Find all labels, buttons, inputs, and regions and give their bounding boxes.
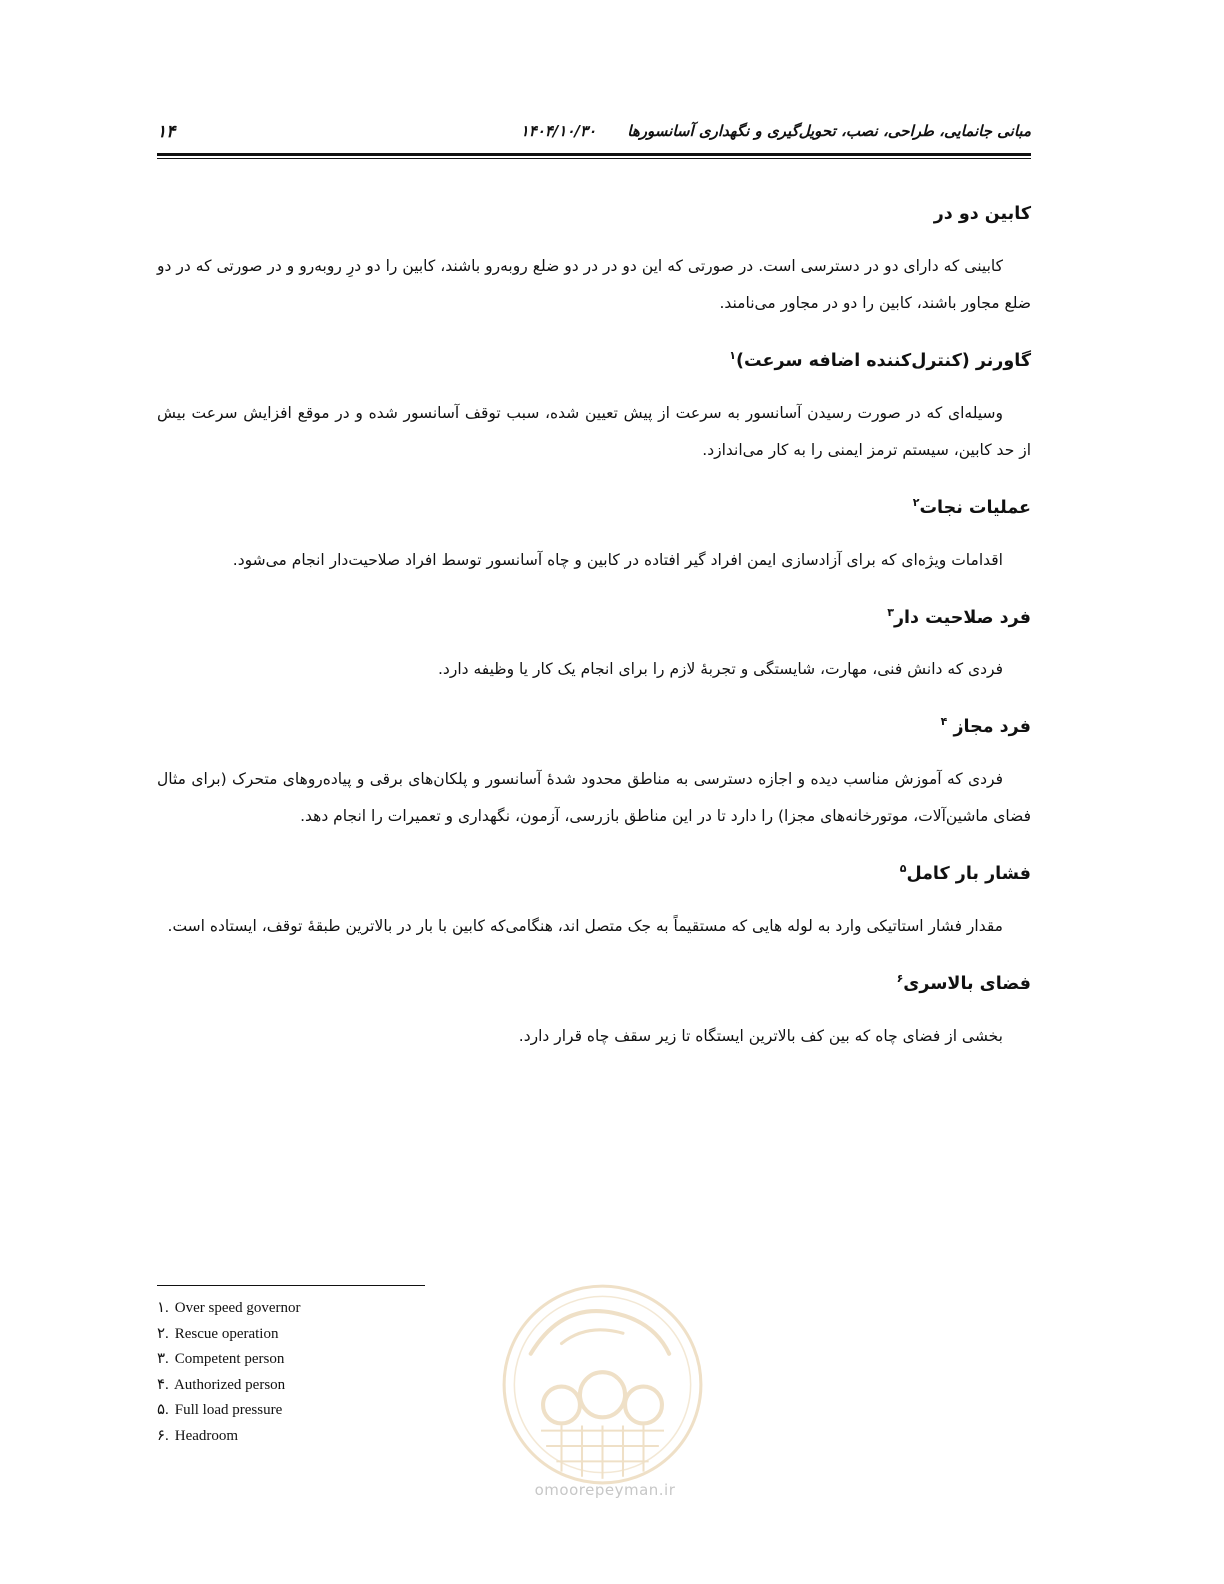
- page-number: ۱۴: [157, 122, 176, 142]
- footnote-item: ۵. Full load pressure: [157, 1402, 283, 1419]
- section-body: فردی که دانش فنی، مهارت، شایستگی و تجربهٔ لازم را برای انجام یک کار یا وظیفه دارد.: [438, 660, 1003, 679]
- footnote-rule: [157, 1285, 425, 1286]
- section-title: فرد مجاز $^۴$: [940, 715, 1031, 738]
- section-title: کابین دو در: [933, 204, 1031, 224]
- section-title: فشار بار کامل$^۵$: [899, 862, 1031, 885]
- watermark-text: omoorepeyman.ir: [534, 1481, 676, 1499]
- section-title: فضای بالاسری$^۶$: [896, 972, 1031, 994]
- running-header: [521, 122, 1031, 140]
- section-body: بخشی از فضای چاه که بین کف بالاترین ایستگاه تا زیر سقف چاه قرار دارد.: [518, 1026, 1003, 1045]
- section-title: عملیات نجات$^۲$: [912, 495, 1031, 518]
- section-authorized-person: [157, 708, 1031, 835]
- section-body: اقدامات ویژه‌ای که برای آزادسازی ایمن افراد گیر افتاده در کابین و چاه آسانسور توسط افراد صلاحیت‌دار انجام می‌شود.: [232, 550, 1003, 569]
- section-full-load-pressure: [157, 855, 1031, 945]
- section-headroom: [157, 965, 1031, 1055]
- section-two-door-car: [157, 200, 1031, 322]
- book-title: مبانی جانمایی، طراحی، نصب، تحویل‌گیری و نگهداری آسانسورها: [627, 122, 1031, 140]
- footnote-item: ۴. Authorized person: [157, 1376, 286, 1393]
- section-title: گاورنر (کنترل‌کننده اضافه سرعت)$^۱$: [729, 349, 1031, 371]
- page-header: [157, 118, 1031, 158]
- header-rule: [157, 153, 1031, 159]
- section-body: کابینی که دارای دو در دسترسی است. در صورتی که این دو در در دو ضلع روبه‌رو باشند، کابین را دو درِ روبه‌رو و در صورتی که در دو ضلع مجاور باشند، کابین را دو در مجاور می‌نامند.: [157, 257, 1031, 312]
- footnote-item: ۱. Over speed governor: [157, 1300, 301, 1316]
- section-body: وسیله‌ای که در صورت رسیدن آسانسور به سرعت از پیش تعیین شده، سبب توقف آسانسور شده و در موقع افزایش سرعت بیش از حد کابین، سیستم ترمز ایمنی را به کار می‌اندازد.: [157, 403, 1031, 459]
- seal-logo-icon: [500, 1282, 705, 1487]
- footnotes: [157, 1296, 497, 1450]
- footnote-mark: ۵: [899, 862, 907, 876]
- footnote-mark: ۲: [912, 495, 920, 509]
- footnote-item: ۲. Rescue operation: [157, 1325, 279, 1342]
- footnote-mark: ۶: [896, 972, 904, 986]
- section-competent-person: [157, 599, 1031, 689]
- main-content: [157, 200, 1031, 1075]
- footnote-mark: ۱: [729, 349, 736, 362]
- section-body: فردی که آموزش مناسب دیده و اجازه دسترسی به مناطق محدود شدهٔ آسانسور و پلکان‌های برقی و پیاده‌روهای متحرک (برای مثال فضای ماشین‌آلات، موتورخانه‌های مجزا) را دارد تا در این مناطق بازرسی، آزمون، نگهداری و تعمیرات را انجام دهد.: [157, 770, 1031, 826]
- section-title: فرد صلاحیت دار$^۳$: [887, 605, 1031, 628]
- header-date: ۱۴۰۴/۱۰/۳۰: [520, 122, 597, 140]
- footnote-mark: ۴: [940, 715, 948, 729]
- footnote-item: ۶. Headroom: [157, 1427, 239, 1444]
- section-governor: [157, 342, 1031, 469]
- section-body: مقدار فشار استاتیکی وارد به لوله هایی که مستقیماً به جک متصل اند، هنگامی‌که کابین با بار در بالاترین طبقهٔ توقف، ایستاده است.: [167, 917, 1003, 936]
- section-rescue-operation: [157, 489, 1031, 579]
- footnote-mark: ۳: [887, 605, 894, 619]
- footnote-item: ۳. Competent person: [157, 1351, 285, 1368]
